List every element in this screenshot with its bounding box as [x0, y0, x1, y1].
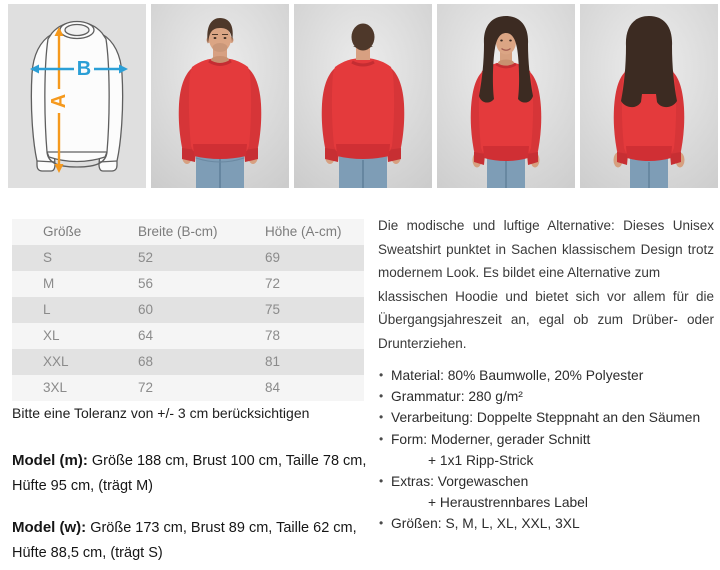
product-description: [378, 214, 714, 355]
feature-extras: • Extras: Vorgewaschen: [378, 471, 720, 492]
size-cell: M: [43, 276, 55, 291]
model-photo-man-back: [294, 4, 432, 188]
hoehe-cell: 84: [265, 380, 281, 395]
feature-grammatur: • Grammatur: 280 g/m²: [378, 386, 720, 407]
table-row: [12, 297, 364, 323]
table-header-row: [12, 219, 364, 245]
size-cell: 3XL: [43, 380, 68, 395]
table-row: [12, 323, 364, 349]
size-cell: S: [43, 250, 53, 265]
man-back-illustration: [294, 4, 432, 188]
table-row: [12, 349, 364, 375]
size-cell: L: [43, 302, 51, 317]
description-paragraph: klassischen Hoodie und bietet sich vor allem für die Übergangsjahreszeit an, egal ob zum Drüber- oder Drunterziehen.: [378, 288, 714, 351]
feature-form-extra: + 1x1 Ripp-Strick: [428, 452, 534, 468]
breite-cell: 60: [138, 302, 154, 317]
table-row: [12, 375, 364, 401]
product-image-gallery: [8, 4, 718, 188]
breite-cell: 52: [138, 250, 154, 265]
size-cell: XXL: [43, 354, 69, 369]
woman-back-illustration: [580, 4, 718, 188]
column-header-hoehe: Höhe (A-cm): [265, 224, 342, 239]
model-m-info: [12, 449, 368, 498]
column-header-groesse: Größe: [43, 224, 82, 239]
column-header-breite: Breite (B-cm): [138, 224, 218, 239]
feature-form: • Form: Moderner, gerader Schnitt: [378, 429, 720, 450]
model-w-info: [12, 516, 368, 565]
table-row: [12, 271, 364, 297]
diagram-label-b: B: [76, 58, 92, 80]
woman-front-illustration: [437, 4, 575, 188]
feature-list: [378, 365, 720, 535]
size-cell: XL: [43, 328, 60, 343]
sweatshirt-measure-diagram: [8, 4, 146, 188]
feature-material: • Material: 80% Baumwolle, 20% Polyester: [378, 365, 720, 386]
table-row: [12, 245, 364, 271]
model-photo-man-front: [151, 4, 289, 188]
model-w-label: Model (w):: [12, 519, 87, 536]
breite-cell: 72: [138, 380, 154, 395]
breite-cell: 64: [138, 328, 154, 343]
diagram-label-a: A: [48, 93, 70, 109]
hoehe-cell: 75: [265, 302, 281, 317]
tolerance-note: Bitte eine Toleranz von +/- 3 cm berücksichtigen: [12, 405, 310, 421]
hoehe-cell: 78: [265, 328, 281, 343]
feature-extras-extra: + Heraustrennbares Label: [428, 495, 588, 511]
size-diagram-image: [8, 4, 146, 188]
breite-cell: 68: [138, 354, 154, 369]
size-chart-table: [12, 219, 364, 401]
man-front-illustration: [151, 4, 289, 188]
model-m-details: Größe 188 cm, Brust 100 cm, Taille 78 cm, Hüfte 95 cm, (trägt M): [12, 453, 367, 494]
model-m-label: Model (m):: [12, 452, 88, 469]
description-paragraph: Die modische und luftige Alternative: Dieses Unisex Sweatshirt punktet in Sachen klassischem Design trotz modernem Look. Es bildet eine Alternative zum: [378, 218, 714, 280]
model-photo-woman-front: [437, 4, 575, 188]
model-w-details: Größe 173 cm, Brust 89 cm, Taille 62 cm, Hüfte 88,5 cm, (trägt S): [12, 520, 357, 561]
feature-groessen: • Größen: S, M, L, XL, XXL, 3XL: [378, 513, 720, 534]
hoehe-cell: 69: [265, 250, 281, 265]
breite-cell: 56: [138, 276, 154, 291]
model-photo-woman-back: [580, 4, 718, 188]
hoehe-cell: 81: [265, 354, 281, 369]
hoehe-cell: 72: [265, 276, 281, 291]
feature-verarbeitung: • Verarbeitung: Doppelte Steppnaht an den Säumen: [378, 407, 720, 428]
